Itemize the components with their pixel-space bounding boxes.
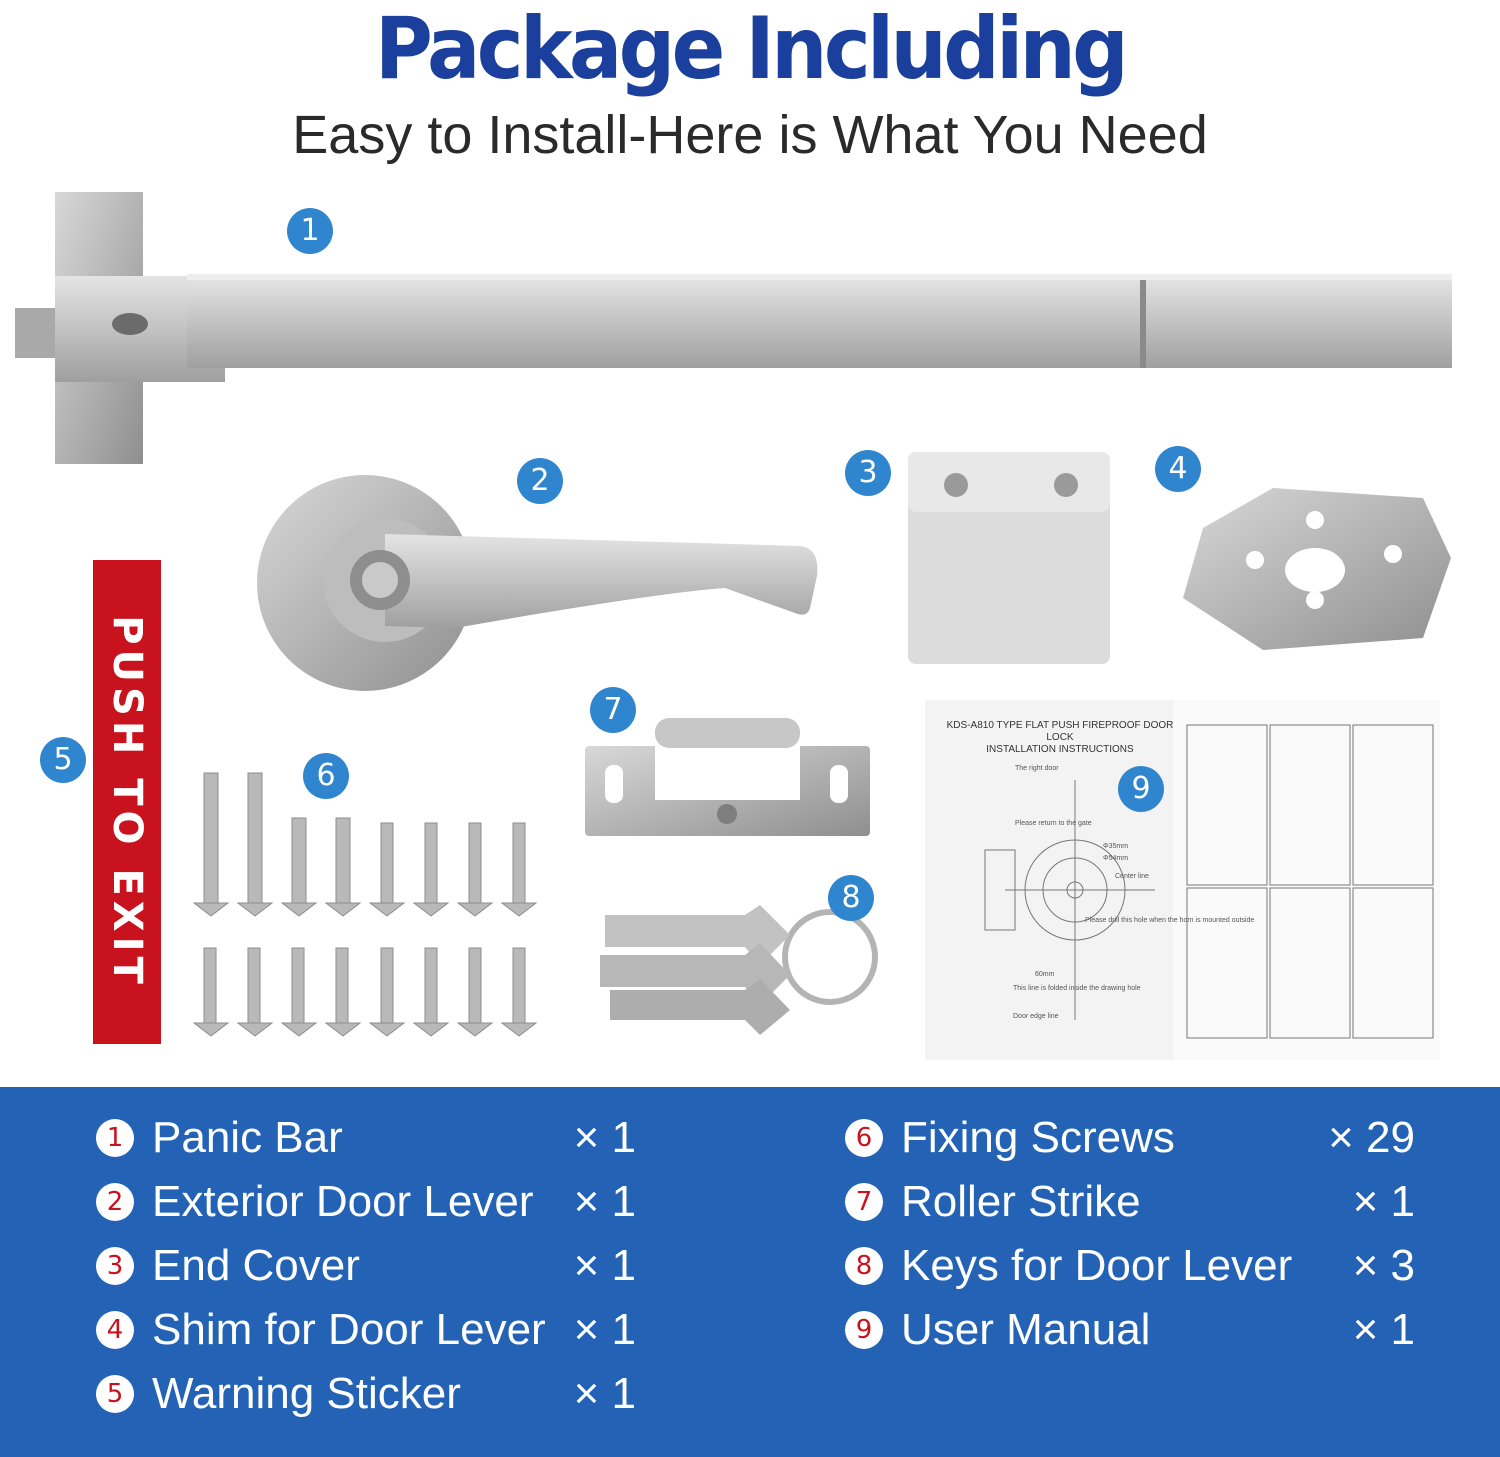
list-item-panic-bar bbox=[96, 1108, 636, 1168]
list-number: 6 bbox=[845, 1119, 883, 1157]
manual-label: Φ54mm bbox=[1103, 855, 1129, 862]
list-qty: × 1 bbox=[573, 1305, 636, 1354]
list-qty: × 1 bbox=[573, 1241, 636, 1290]
badge-6: 6 bbox=[303, 753, 349, 799]
list-item-user-manual bbox=[845, 1300, 1415, 1360]
badge-9: 9 bbox=[1118, 766, 1164, 812]
badge-8: 8 bbox=[828, 875, 874, 921]
list-item-end-cover bbox=[96, 1236, 636, 1296]
list-qty: × 1 bbox=[573, 1369, 636, 1418]
items-list-panel bbox=[0, 1087, 1500, 1457]
list-qty: × 1 bbox=[1352, 1177, 1415, 1226]
list-label: End Cover bbox=[152, 1241, 360, 1290]
manual-label: 60mm bbox=[1035, 971, 1055, 978]
list-label: Exterior Door Lever bbox=[152, 1177, 534, 1226]
list-label: Fixing Screws bbox=[901, 1113, 1175, 1162]
list-label: Roller Strike bbox=[901, 1177, 1141, 1226]
badge-7: 7 bbox=[590, 687, 636, 733]
manual-label: Center line bbox=[1115, 873, 1149, 880]
list-label: Warning Sticker bbox=[152, 1369, 461, 1418]
list-item-roller-strike bbox=[845, 1172, 1415, 1232]
end-cover-image bbox=[908, 452, 1110, 664]
list-number: 9 bbox=[845, 1311, 883, 1349]
list-item-door-lever bbox=[96, 1172, 636, 1232]
roller-strike-image bbox=[585, 710, 870, 838]
panic-bar-image bbox=[15, 188, 1500, 468]
list-label: User Manual bbox=[901, 1305, 1151, 1354]
list-number: 8 bbox=[845, 1247, 883, 1285]
page-subtitle: Easy to Install-Here is What You Need bbox=[292, 105, 1208, 165]
badge-5: 5 bbox=[40, 737, 86, 783]
list-label: Shim for Door Lever bbox=[152, 1305, 546, 1354]
list-number: 5 bbox=[96, 1375, 134, 1413]
list-item-warning-sticker bbox=[96, 1364, 636, 1424]
page-title: Package Including bbox=[374, 0, 1126, 99]
badge-2: 2 bbox=[517, 458, 563, 504]
badge-3: 3 bbox=[845, 450, 891, 496]
list-qty: × 3 bbox=[1352, 1241, 1415, 1290]
list-item-keys bbox=[845, 1236, 1415, 1296]
list-label: Panic Bar bbox=[152, 1113, 343, 1162]
manual-label: This line is folded inside the drawing hole bbox=[1013, 985, 1141, 992]
manual-title: KDS-A810 TYPE FLAT PUSH FIREPROOF DOOR LOCK INSTALLATION INSTRUCTIONS bbox=[946, 720, 1174, 755]
list-qty: × 1 bbox=[573, 1177, 636, 1226]
list-label: Keys for Door Lever bbox=[901, 1241, 1293, 1290]
list-item-fixing-screws bbox=[845, 1108, 1415, 1168]
screws-image bbox=[190, 768, 545, 1040]
list-number: 2 bbox=[96, 1183, 134, 1221]
list-number: 7 bbox=[845, 1183, 883, 1221]
list-number: 3 bbox=[96, 1247, 134, 1285]
badge-4: 4 bbox=[1155, 446, 1201, 492]
list-number: 1 bbox=[96, 1119, 134, 1157]
list-qty: × 1 bbox=[573, 1113, 636, 1162]
list-item-shim bbox=[96, 1300, 636, 1360]
warning-sticker-text: PUSH TO EXIT bbox=[104, 615, 150, 989]
manual-label: Please drill this hole when the horn is mounted outside bbox=[1085, 917, 1255, 924]
list-qty: × 1 bbox=[1352, 1305, 1415, 1354]
list-number: 4 bbox=[96, 1311, 134, 1349]
shim-image bbox=[1183, 488, 1455, 650]
manual-label: Please return to the gate bbox=[1015, 820, 1092, 827]
badge-1: 1 bbox=[287, 208, 333, 254]
manual-label: Door edge line bbox=[1013, 1013, 1059, 1020]
manual-label: The right door bbox=[1015, 765, 1059, 772]
manual-label: Φ35mm bbox=[1103, 843, 1129, 850]
list-qty: × 29 bbox=[1328, 1113, 1415, 1162]
